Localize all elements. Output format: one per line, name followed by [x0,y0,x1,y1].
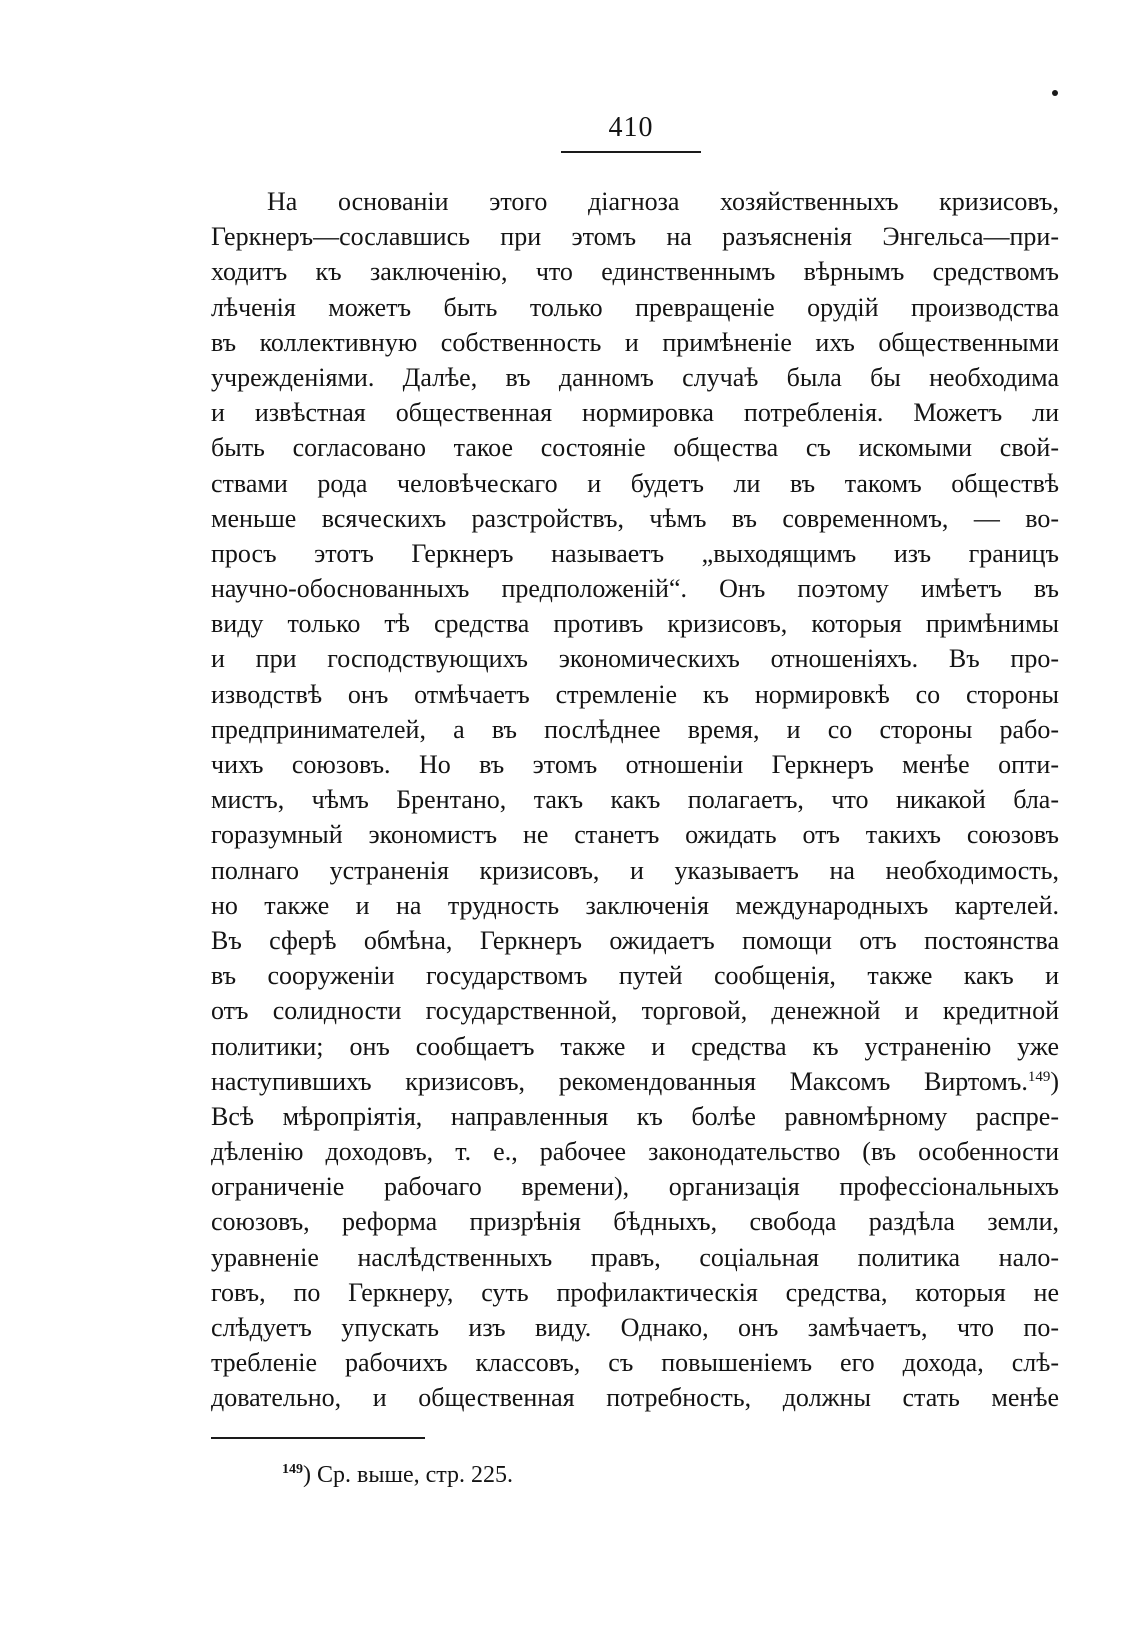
text-line: Всѣ мѣропріятія, направленныя къ болѣе равномѣрному распре- [211,1101,1059,1131]
text-line: но также и на трудность заключенія международныхъ картелей. [211,890,1059,920]
text-line: чихъ союзовъ. Но въ этомъ отношеніи Геркнеръ менѣе опти- [211,750,1059,779]
text-line: и при господствующихъ экономическихъ отношеніяхъ. Въ про- [211,644,1059,674]
text-line: дѣленію доходовъ, т. е., рабочее законодательство (въ особенности [211,1137,1059,1167]
text-line: На основаніи этого діагноза хозяйственныхъ кризисовъ, [267,187,1059,216]
text-line: виду только тѣ средства противъ кризисовъ, которыя примѣнимы [211,609,1059,639]
text-line: уравненіе наслѣдственныхъ правъ, соціальная политика нало- [211,1242,1059,1272]
text-line: лѣченія можетъ быть только превращеніе орудій производства [211,292,1059,322]
text-line: Въ сферѣ обмѣна, Геркнеръ ожидаетъ помощи отъ постоянства [211,925,1059,955]
text-line: довательно, и общественная потребность, должны стать менѣе [211,1383,1059,1413]
footnote-mark-paren: ) [303,1462,311,1488]
text-line: учрежденіями. Далѣе, въ данномъ случаѣ была бы необходима [211,362,1059,392]
text-line: научно-обоснованныхъ предположеній“. Онъ поэтому имѣетъ въ [211,574,1059,604]
text-line: быть согласовано такое состояніе общества съ искомыми свой- [211,433,1059,463]
text-line: Геркнеръ—сославшись при этомъ на разъясненія Энгельса—при- [211,222,1059,252]
text-line: предпринимателей, а въ послѣднее время, и со стороны рабо- [211,714,1059,744]
text-line: говъ, по Геркнеру, суть профилактическія средства, которыя не [211,1277,1059,1307]
body-text [211,184,1059,1416]
text-line: мистъ, чѣмъ Брентано, такъ какъ полагаетъ, что никакой бла- [211,785,1059,815]
text-line: просъ этотъ Геркнеръ называетъ „выходящимъ изъ границъ [211,538,1059,568]
text-line: слѣдуетъ упускать изъ виду. Однако, онъ замѣчаетъ, что по- [211,1313,1059,1342]
footnote [282,1462,513,1489]
text-line: полнаго устраненія кризисовъ, и указываетъ на необходимость, [211,855,1059,885]
text-line: политики; онъ сообщаетъ также и средства къ устраненію уже [211,1031,1059,1061]
page-number-rule [561,151,701,153]
footnote-text: Ср. выше, стр. 225. [317,1462,514,1488]
text-line: ствами рода человѣческаго и будетъ ли въ такомъ обществѣ [211,468,1059,498]
footnote-mark: 149 [282,1462,303,1477]
text-line: союзовъ, реформа призрѣнія бѣдныхъ, свобода раздѣла земли, [211,1207,1059,1237]
ink-speck [1052,90,1058,96]
text-line-with-footnote-ref [211,1064,1059,1099]
text-line: меньше всяческихъ разстройствъ, чѣмъ въ современномъ, — во- [211,503,1059,533]
text-line: ограниченіе рабочаго времени), организація профессіональныхъ [211,1172,1059,1202]
footnote-reference[interactable]: 149 [1027,1068,1051,1085]
text-line: въ коллективную собственность и примѣненіе ихъ общественными [211,327,1059,357]
text-line: въ сооруженіи государствомъ путей сообщенія, также какъ и [211,961,1059,991]
text-line: требленіе рабочихъ классовъ, съ повышеніемъ его дохода, слѣ- [211,1348,1059,1378]
text-line: отъ солидности государственной, торговой, денежной и кредитной [211,996,1059,1026]
text-line: горазумный экономистъ не станетъ ожидать отъ такихъ союзовъ [211,820,1059,850]
text-line-content: наступившихъ кризисовъ, рекомендованныя Максомъ Виртомъ. [211,1066,1028,1096]
footnote-divider [211,1437,425,1439]
text-line: ходитъ къ заключенію, что единственнымъ вѣрнымъ средствомъ [211,257,1059,287]
text-line: изводствѣ онъ отмѣчаетъ стремленіе къ нормировкѣ со стороны [211,679,1059,709]
page-number: 410 [608,112,654,143]
footnote-reference-paren: ) [1050,1066,1059,1096]
text-line: и извѣстная общественная нормировка потребленія. Можетъ ли [211,398,1059,428]
